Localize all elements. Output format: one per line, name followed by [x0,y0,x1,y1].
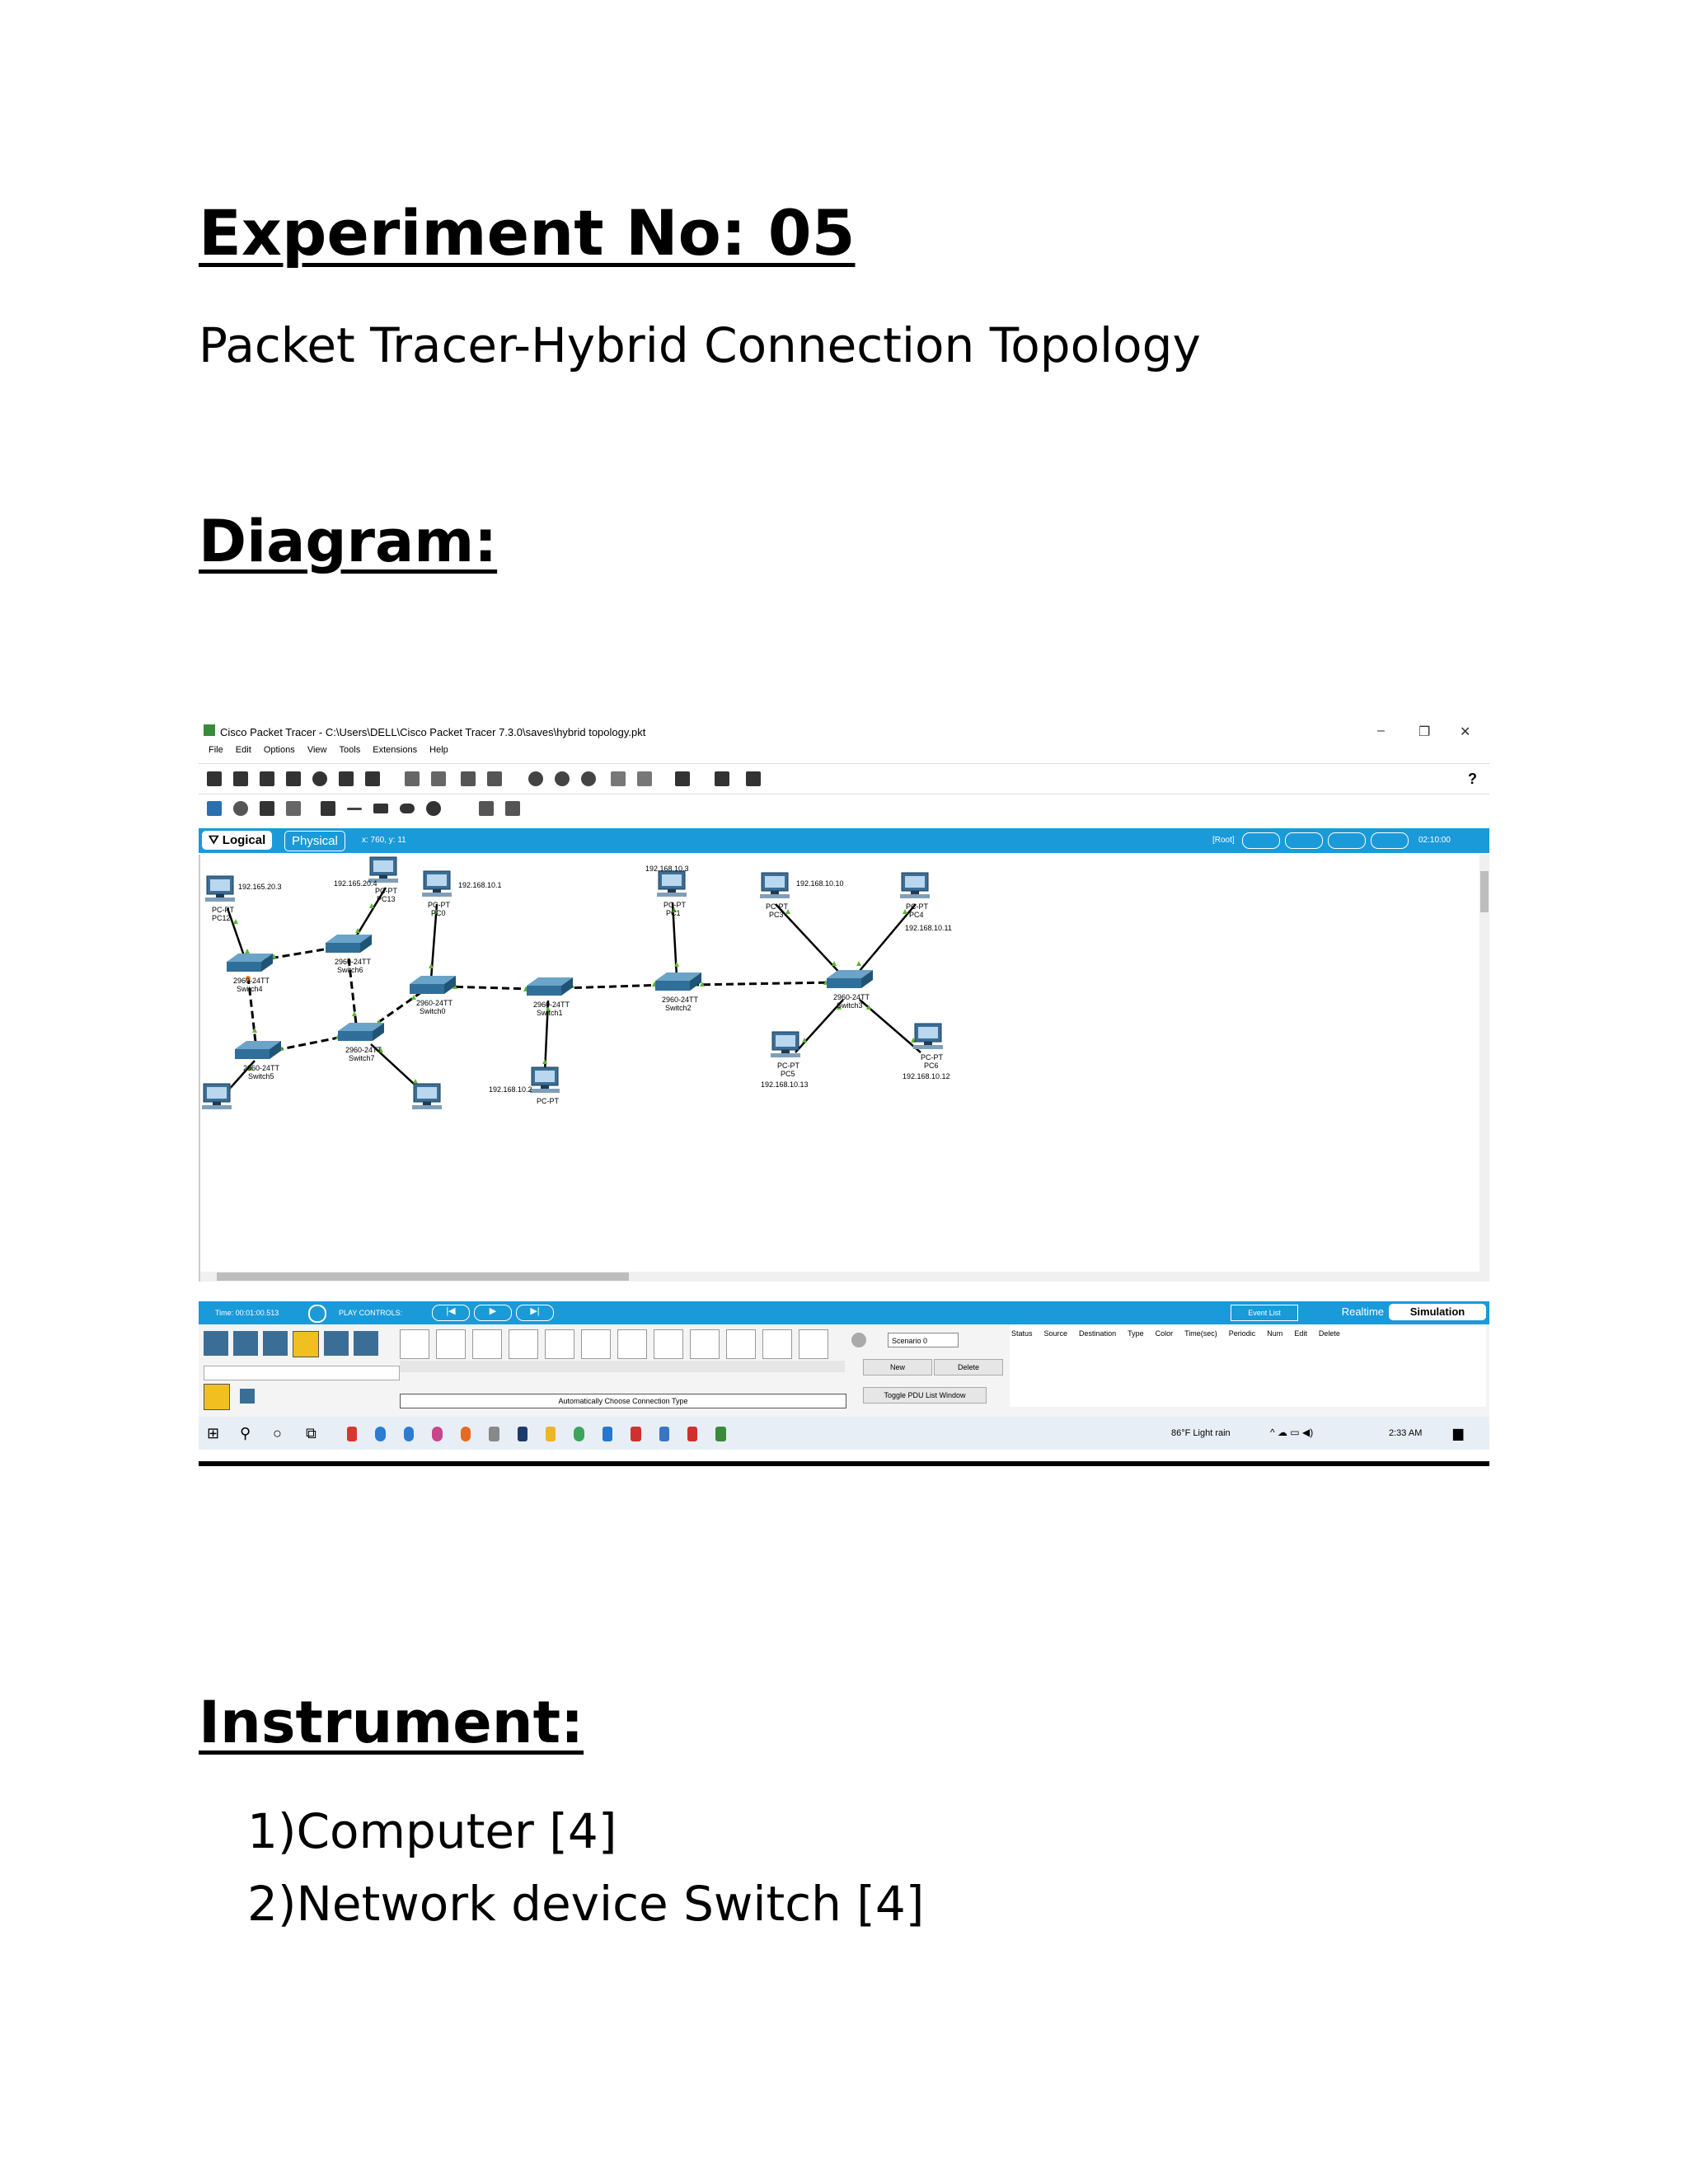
cable-auto-icon[interactable] [400,1329,429,1359]
search-icon[interactable]: ⚲ [240,1425,251,1441]
device-search-field[interactable] [204,1366,400,1380]
svg-text:PC0: PC0 [431,909,446,917]
link-pc4-switch3 [855,904,916,977]
svg-text:PC13: PC13 [377,895,396,903]
simulation-bar [199,1301,1489,1324]
draw-line-icon[interactable] [347,808,362,810]
cable-serial-dte-icon[interactable] [690,1329,720,1359]
realtime-tab[interactable]: Realtime [1341,1305,1384,1318]
category-components-icon[interactable] [263,1331,288,1356]
simple-pdu-icon[interactable] [479,801,494,816]
cable-types [400,1329,845,1359]
svg-text:PC6: PC6 [924,1062,939,1070]
pc-pc2[interactable] [489,1067,560,1105]
instrument-list [247,1795,924,1940]
menu-view[interactable]: View [307,745,327,755]
restore-icon[interactable]: ❐ [1418,725,1431,739]
tab-physical[interactable]: Physical [284,831,345,851]
clock-readout: 02:10:00 [1418,836,1451,845]
menu-edit[interactable]: Edit [235,745,251,755]
notepad-icon[interactable] [489,1427,499,1441]
info-icon[interactable] [312,771,327,786]
undo-icon[interactable] [461,771,476,786]
reset-time-icon[interactable] [308,1305,326,1323]
complex-pdu-icon[interactable] [505,801,520,816]
new-scenario-button[interactable]: New [863,1359,932,1376]
link-switch2-switch3 [692,982,835,985]
edge-icon[interactable] [404,1427,414,1441]
logical-icon: ⛛ [209,833,219,847]
tray-icons[interactable]: ^ ☁ ▭ ◀) [1270,1427,1314,1438]
svg-text:PC-PT: PC-PT [766,902,788,911]
resize-icon[interactable] [286,801,301,816]
link-switch1-switch2 [563,985,665,988]
menu-help[interactable]: Help [429,745,448,755]
camera-icon[interactable] [746,771,761,786]
copy-icon[interactable] [405,771,420,786]
svg-text:2960-24TT: 2960-24TT [662,996,699,1004]
svg-text:Switch4: Switch4 [237,985,263,993]
menu-options[interactable]: Options [263,745,295,755]
app-icon-13[interactable] [687,1427,697,1441]
category-cloud-icon[interactable] [354,1331,378,1356]
cable-scrollbar[interactable] [400,1361,845,1372]
vscode-icon[interactable] [603,1427,612,1441]
cable-coaxial-icon[interactable] [617,1329,647,1359]
app-icon-4[interactable] [432,1427,442,1441]
vertical-scrollbar[interactable] [1479,855,1489,1282]
app-icon-2[interactable] [375,1427,385,1441]
scenario-select[interactable]: Scenario 0 [888,1333,959,1347]
logical-bar [199,828,1489,853]
category-end-devices-icon[interactable] [233,1331,258,1356]
topology-diagram [200,855,1489,1282]
zoom-reset-icon[interactable] [555,771,570,786]
print-icon[interactable] [286,771,301,786]
inspect-icon[interactable] [233,801,248,816]
connection-type-caption: Automatically Choose Connection Type [400,1394,846,1408]
cluster2-button[interactable] [1328,832,1366,849]
svg-text:PC12: PC12 [212,914,231,922]
cable-phone-icon[interactable] [581,1329,611,1359]
grid-icon[interactable] [240,1389,255,1404]
svg-text:PC3: PC3 [769,911,784,919]
svg-text:Switch3: Switch3 [837,1001,863,1010]
pinned-apps [347,1427,726,1441]
svg-text:192.165.20.4: 192.165.20.4 [334,879,377,888]
pdu-list-header: Status Source Destination Type Color Time(sec) Periodic Num Edit Delete [1010,1324,1486,1407]
toggle-pdu-button[interactable]: Toggle PDU List Window [863,1387,987,1404]
new-file-icon[interactable] [207,771,222,786]
defender-icon[interactable] [659,1427,669,1441]
back-button[interactable]: |◀ [432,1305,470,1321]
svg-text:2960-24TT: 2960-24TT [416,999,453,1007]
forward-button[interactable]: ▶| [516,1305,554,1321]
time-readout: Time: 00:01:00.513 [215,1309,279,1317]
switch-switch7[interactable] [338,1023,384,1062]
experiment-subtitle: Packet Tracer-Hybrid Connection Topology [199,317,1201,373]
cable-fiber-icon[interactable] [545,1329,574,1359]
svg-text:PC-PT: PC-PT [663,901,686,909]
pc-bottom-left[interactable] [202,1084,232,1109]
pc-pc4[interactable] [900,873,952,932]
svg-text:192.165.20.3: 192.165.20.3 [238,883,282,891]
pc-pc3[interactable] [760,873,844,919]
chrome-icon[interactable] [574,1427,584,1441]
svg-text:PC-PT: PC-PT [906,902,928,911]
svg-text:PC-PT: PC-PT [428,901,450,909]
switch-switch2[interactable] [655,972,701,1012]
connections-icon[interactable] [204,1384,230,1410]
cortana-icon[interactable]: ○ [273,1425,282,1441]
svg-text:192.168.10.11: 192.168.10.11 [905,924,952,932]
menu-tools[interactable]: Tools [339,745,361,755]
svg-text:Switch0: Switch0 [420,1007,446,1015]
packet-tracer-screenshot [199,719,1489,1466]
wizard-icon[interactable] [339,771,354,786]
cable-iot-icon[interactable] [762,1329,792,1359]
redo-icon[interactable] [487,771,502,786]
svg-text:2960-24TT: 2960-24TT [833,993,870,1001]
task-view-icon[interactable]: ⧉ [306,1425,316,1441]
delete-scenario-button[interactable]: Delete [934,1359,1003,1376]
vertical-scroll-thumb[interactable] [1480,871,1489,912]
device-categories [204,1331,401,1361]
viewport-icon[interactable] [675,771,690,786]
pc-pc12[interactable] [205,876,282,922]
windows-start-icon[interactable]: ⊞ [207,1425,220,1441]
tab-logical[interactable]: ⛛ Logical [202,831,272,850]
svg-text:Switch2: Switch2 [665,1004,692,1012]
paste-icon[interactable] [431,771,446,786]
svg-text:2960-24TT: 2960-24TT [335,958,372,966]
main-toolbar [199,763,1489,794]
nav-back-button[interactable] [1242,832,1280,849]
note-icon[interactable] [321,801,335,816]
link-lights [227,903,916,1089]
zoom-in-icon[interactable] [528,771,543,786]
freeform-icon[interactable] [426,801,441,816]
pc-pc13[interactable] [334,857,398,903]
svg-text:192.168.10.1: 192.168.10.1 [458,881,502,889]
svg-text:Switch7: Switch7 [349,1054,375,1062]
svg-text:PC-PT: PC-PT [777,1062,799,1070]
svg-text:2960-24TT: 2960-24TT [345,1046,382,1054]
category-misc-icon[interactable] [324,1331,349,1356]
switch-switch6[interactable] [326,935,372,974]
category-network-icon[interactable] [204,1331,228,1356]
svg-text:Switch6: Switch6 [337,966,363,974]
pc-pc5[interactable] [761,1032,809,1089]
experiment-title: Experiment No: 05 [199,196,856,269]
root-label[interactable]: [Root] [1212,836,1235,845]
cable-console-icon[interactable] [436,1329,466,1359]
menu-file[interactable]: File [209,745,223,755]
svg-text:192.168.10.12: 192.168.10.12 [903,1072,950,1080]
windows-taskbar [199,1417,1489,1450]
explorer-icon[interactable] [546,1427,556,1441]
draw-rect-icon[interactable] [373,804,388,813]
cable-usb-icon[interactable] [799,1329,828,1359]
svg-text:192.168.10.10: 192.168.10.10 [796,879,844,888]
switch-switch1[interactable] [527,977,573,1017]
open-folder-icon[interactable] [233,771,248,786]
cable-octal-icon[interactable] [726,1329,756,1359]
switch-switch4[interactable] [227,954,273,993]
instrument-item-switch: 2)Network device Switch [4] [247,1876,925,1932]
svg-text:2960-24TT: 2960-24TT [233,977,270,985]
pc-pc0[interactable] [422,871,502,917]
play-controls-label: PLAY CONTROLS: [339,1309,403,1317]
category-connections-icon[interactable] [293,1331,319,1357]
svg-text:PC5: PC5 [781,1070,795,1078]
svg-text:PC-PT: PC-PT [375,887,397,895]
svg-text:192.168.10.3: 192.168.10.3 [645,865,689,873]
menu-bar [199,745,1489,762]
firefox-icon[interactable] [461,1427,471,1441]
switch-switch3[interactable] [827,970,873,1010]
instrument-heading: Instrument: [199,1689,584,1756]
delete-icon[interactable] [260,801,274,816]
pc-pc1[interactable] [645,865,689,917]
environment-button[interactable] [1371,832,1409,849]
svg-text:PC1: PC1 [666,909,681,917]
logical-workspace[interactable] [199,855,1489,1282]
simulation-tab[interactable]: Simulation [1389,1304,1486,1320]
app-icon-1[interactable] [347,1427,357,1441]
window-title: Cisco Packet Tracer - C:\Users\DELL\Cisco Packet Tracer 7.3.0\saves\hybrid topology.pkt [220,726,646,738]
save-icon[interactable] [260,771,274,786]
svg-text:2960-24TT: 2960-24TT [243,1064,280,1072]
packet-tracer-taskbar-icon[interactable] [715,1427,725,1441]
app-icon [204,724,215,736]
pc-bottom-middle[interactable] [412,1084,442,1109]
pc-pc6[interactable] [903,1024,950,1080]
coordinates-readout: x: 760, y: 11 [362,836,406,845]
tools-toolbar [199,795,1489,822]
svg-text:192.168.10.13: 192.168.10.13 [761,1080,809,1089]
cable-cross-icon[interactable] [509,1329,538,1359]
solid-links [220,888,921,1099]
title-bar [199,719,1489,744]
cable-serial-dce-icon[interactable] [654,1329,683,1359]
network-info-icon[interactable] [365,771,380,786]
svg-text:2960-24TT: 2960-24TT [533,1001,570,1009]
play-button[interactable]: ▶ [474,1305,512,1321]
draw-ellipse-icon[interactable] [400,804,415,813]
svg-text:PC-PT: PC-PT [921,1053,943,1062]
custom-device-icon[interactable] [637,771,652,786]
clock-time[interactable]: 2:33 AM [1389,1428,1423,1438]
event-list-button[interactable]: Event List [1231,1305,1298,1321]
bottom-panel [199,1324,1489,1432]
cable-straight-icon[interactable] [472,1329,502,1359]
photoshop-icon[interactable] [518,1427,528,1441]
scenario-icon [851,1333,866,1347]
svg-text:PC4: PC4 [909,911,924,919]
pdu-icon[interactable] [715,771,729,786]
horizontal-scroll-thumb[interactable] [217,1272,629,1281]
close-icon[interactable]: ✕ [1460,725,1471,739]
svg-text:Switch5: Switch5 [248,1072,274,1080]
svg-text:192.168.10.2: 192.168.10.2 [489,1085,532,1094]
svg-text:Switch1: Switch1 [537,1009,563,1017]
palette-icon[interactable] [611,771,626,786]
select-icon[interactable] [207,801,222,816]
svg-text:PC-PT: PC-PT [537,1097,559,1105]
minimize-icon[interactable]: – [1377,724,1385,738]
cluster-button[interactable] [1285,832,1323,849]
menu-extensions[interactable]: Extensions [373,745,418,755]
link-switch0-switch1 [444,987,533,989]
notification-icon[interactable]: ▆ [1453,1427,1464,1441]
diagram-heading: Diagram: [199,508,498,575]
svg-text:PC-PT: PC-PT [212,906,234,914]
acrobat-icon[interactable] [631,1427,640,1441]
help-icon[interactable]: ? [1468,771,1477,787]
zoom-out-icon[interactable] [581,771,596,786]
instrument-item-computer: 1)Computer [4] [247,1803,617,1859]
weather-readout[interactable]: 86°F Light rain [1171,1428,1231,1438]
